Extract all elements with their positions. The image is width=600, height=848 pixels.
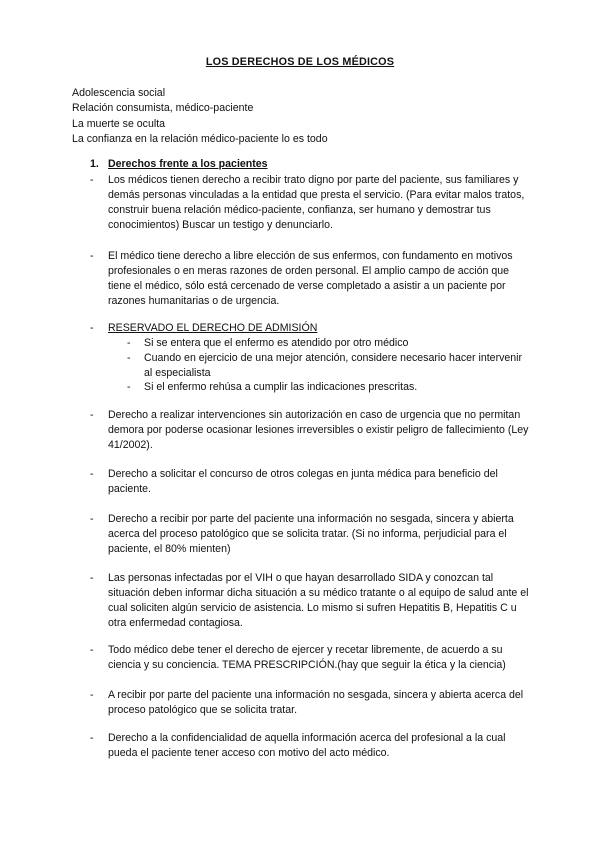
intro-line: Adolescencia social	[72, 87, 166, 99]
bullet-dash: -	[127, 352, 131, 364]
bullet-dash: -	[90, 322, 94, 334]
bullet-dash: -	[127, 337, 131, 349]
list-item-text: Derecho a recibir por parte del paciente una información no sesgada, sincera y abierta acerca del proceso patológico que se solicita tratar. (Si no informa, perjudicial para el paciente, el 80% mienten)	[108, 513, 514, 555]
sub-list-item	[127, 336, 527, 351]
list-item-text: Los médicos tienen derecho a recibir trato digno por parte del paciente, sus familiares y demás personas vinculadas a la entidad que presta el servicio. (Para evitar malos tratos, construir buena relación médico-paciente, confianza, ser humano y demostrar tus conocimientos) Buscar un testigo y denunciarlo.	[108, 174, 525, 231]
list-item-text: Derecho a la confidencialidad de aquella información acerca del profesional a la cual pueda el paciente tener acceso con motivo del acto médico.	[108, 732, 506, 759]
intro-line: Relación consumista, médico-paciente	[72, 102, 254, 115]
bullet-dash: -	[90, 409, 94, 421]
list-item	[90, 688, 530, 718]
list-item	[90, 571, 530, 631]
list-item-text: Derecho a solicitar el concurso de otros colegas en junta médica para beneficio del paciente.	[108, 468, 498, 495]
bullet-dash: -	[127, 381, 131, 393]
sub-list-item-text: Si se entera que el enfermo es atendido por otro médico	[144, 337, 409, 349]
list-item-text: Las personas infectadas por el VIH o que hayan desarrollado SIDA y conozcan tal situación deben informar dicha situación a su médico tratante o al equipo de salud ante el cual soliciten algún servicio de asistencia. Lo mismo si sufren Hepatitis B, Hepatitis C u otra enfermedad contagiosa.	[108, 572, 529, 629]
bullet-dash: -	[90, 644, 94, 656]
list-item-admission	[90, 321, 530, 336]
intro-lines	[72, 86, 542, 147]
intro-line: La muerte se oculta	[72, 117, 166, 130]
bullet-dash: -	[90, 689, 94, 701]
list-item-text: Derecho a realizar intervenciones sin autorización en caso de urgencia que no permitan demora por poderse ocasionar lesiones irreversibles o existir peligro de fallecimiento (Ley 41/2002).	[108, 409, 529, 451]
bullet-dash: -	[90, 732, 94, 744]
bullet-dash: -	[90, 572, 94, 584]
sub-list-item-text: Cuando en ejercicio de una mejor atención, considere necesario hacer intervenir al especialista	[144, 352, 523, 379]
document-title: LOS DERECHOS DE LOS MÉDICOS	[205, 56, 395, 68]
section-heading	[90, 157, 268, 172]
list-item-text: El médico tiene derecho a libre elección de sus enfermos, con fundamento en motivos profesionales o en meras razones de orden personal. El amplio campo de acción que tiene el médico, sólo está cercenado de verse completado a asistir a un paciente por razones humanitarias o de urgencia.	[108, 250, 513, 307]
list-item	[90, 408, 530, 453]
sub-list-item	[127, 380, 527, 395]
intro-line: La confianza en la relación médico-paciente lo es todo	[72, 132, 328, 145]
list-item	[90, 249, 530, 309]
bullet-dash: -	[90, 250, 94, 262]
admission-heading: RESERVADO EL DERECHO DE ADMISIÓN	[108, 322, 318, 334]
list-item	[90, 643, 530, 673]
section-label: Derechos frente a los pacientes	[108, 158, 268, 170]
bullet-dash: -	[90, 468, 94, 480]
bullet-dash: -	[90, 513, 94, 525]
list-item	[90, 512, 530, 557]
sub-list-item	[127, 351, 527, 381]
bullet-dash: -	[90, 174, 94, 186]
list-item	[90, 173, 530, 233]
sub-list-item-text: Si el enfermo rehúsa a cumplir las indicaciones prescritas.	[144, 381, 418, 393]
list-item	[90, 731, 530, 761]
list-item-text: Todo médico debe tener el derecho de ejercer y recetar libremente, de acuerdo a su ciencia y su conciencia. TEMA PRESCRIPCIÓN.(hay que seguir la ética y la ciencia)	[108, 644, 506, 671]
section-number: 1.	[90, 158, 99, 170]
list-item-text: A recibir por parte del paciente una información no sesgada, sincera y abierta acerca del proceso patológico que se solicita tratar.	[108, 689, 524, 716]
list-item	[90, 467, 530, 497]
